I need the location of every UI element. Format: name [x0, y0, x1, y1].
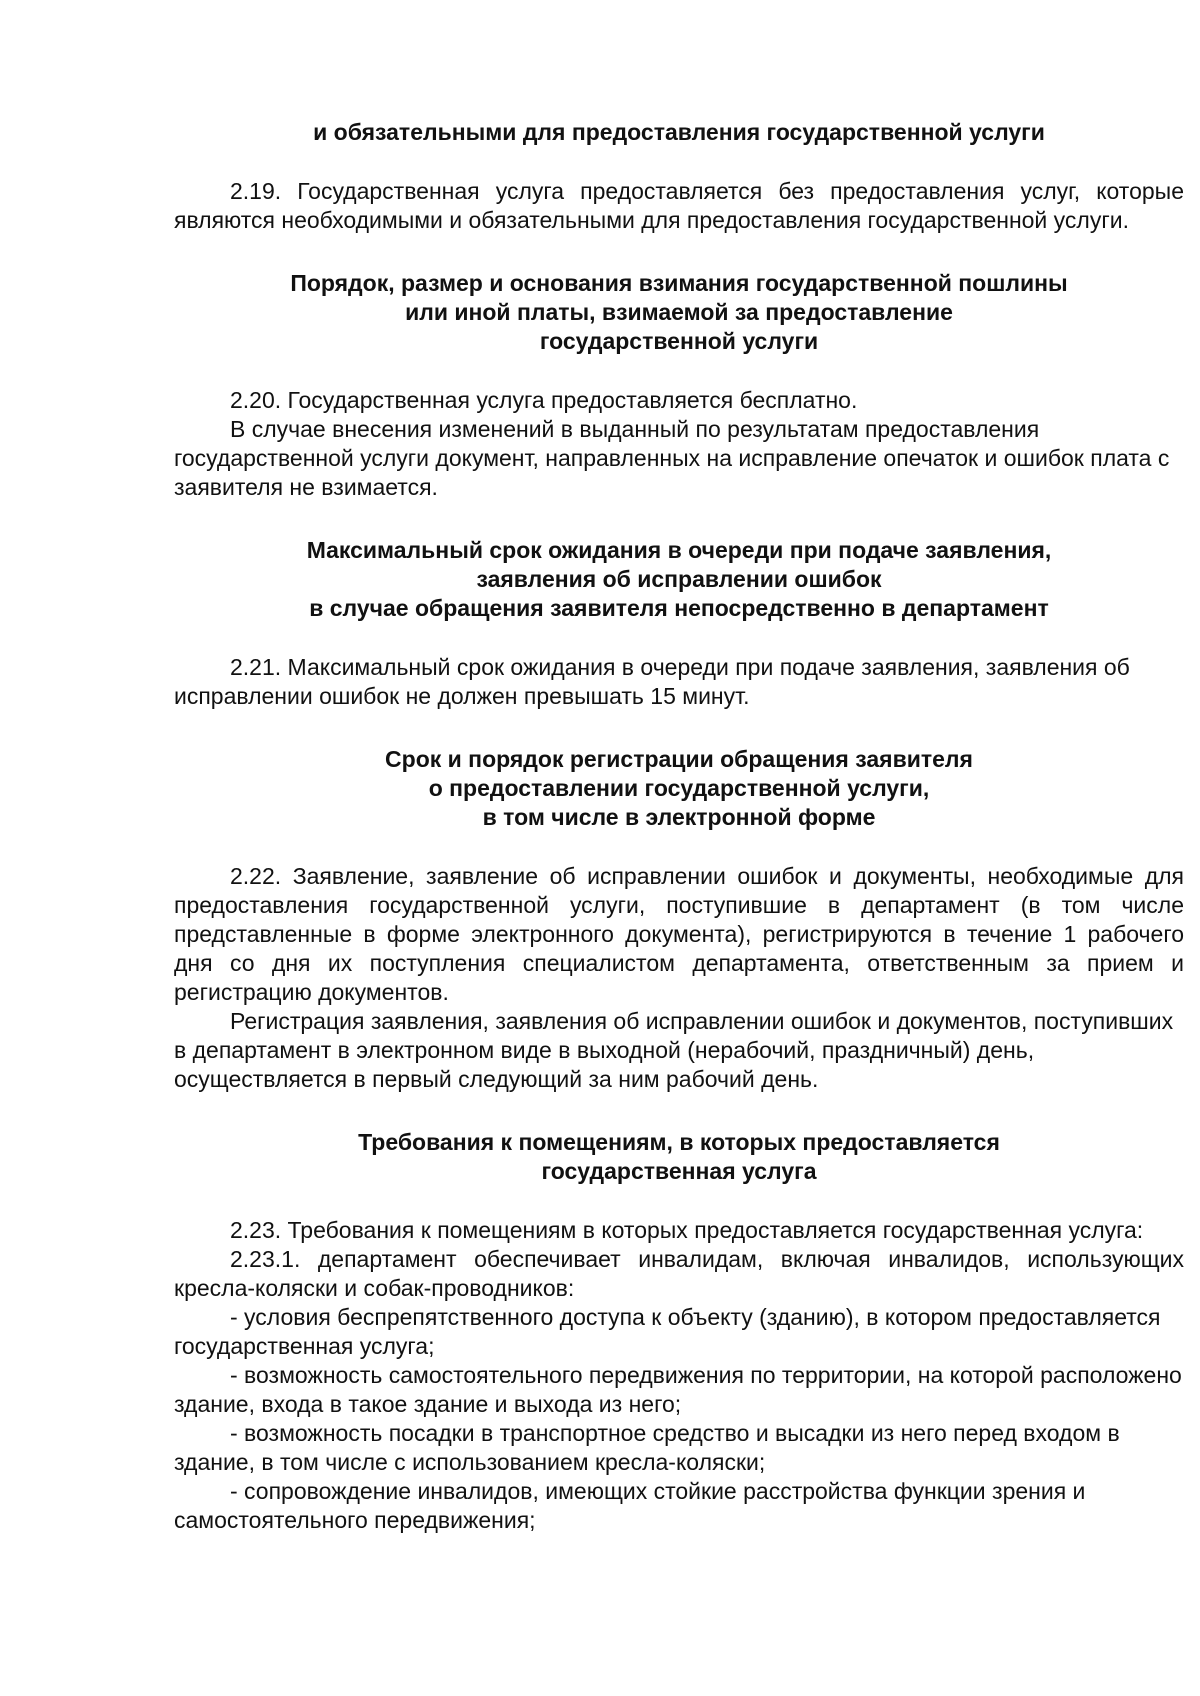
heading-line: и обязательными для предоставления государственной услуги: [313, 119, 1045, 145]
heading-line: заявления об исправлении ошибок: [476, 566, 882, 592]
heading-line: Максимальный срок ожидания в очереди при подаче заявления,: [306, 537, 1052, 563]
paragraph: Регистрация заявления, заявления об исправлении ошибок и документов, поступивших в департамент в электронном виде в выходной (нерабочий, праздничный) день, осуществляется в первый следующий за ним рабочий день.: [174, 1008, 1174, 1092]
paragraph-2-22: 2.22. Заявление, заявление об исправлении ошибок и документы, необходимые для предоставления государственной услуги, поступившие в департамент (в том числе представленные в форме электронного документа), регистрируются в течение 1 рабочего дня со дня их поступления специалистом департамента, ответственным за прием и регистрацию документов.: [174, 863, 1184, 1005]
heading-line: или иной платы, взимаемой за предоставление: [405, 299, 953, 325]
heading-line: в случае обращения заявителя непосредственно в департамент: [309, 595, 1049, 621]
section-heading: [174, 269, 1184, 356]
paragraph: В случае внесения изменений в выданный по результатам предоставления государственной услуги документ, направленных на исправление опечаток и ошибок плата с заявителя не взимается.: [174, 416, 1170, 500]
paragraph-2-23: 2.23. Требования к помещениям в которых предоставляется государственная услуга:: [230, 1217, 1144, 1243]
heading-line: Требования к помещениям, в которых предоставляется: [358, 1129, 1000, 1155]
heading-line: государственной услуги: [539, 328, 819, 354]
section-heading: [174, 745, 1184, 832]
section-heading: [174, 1128, 1184, 1186]
list-item: - сопровождение инвалидов, имеющих стойкие расстройства функции зрения и самостоятельного передвижения;: [174, 1478, 1086, 1533]
heading-line: в том числе в электронной форме: [482, 804, 876, 830]
list-item: - условия беспрепятственного доступа к объекту (зданию), в котором предоставляется государственная услуга;: [174, 1304, 1161, 1359]
paragraph-2-23-1: 2.23.1. департамент обеспечивает инвалидам, включая инвалидов, использующих кресла-коляски и собак-проводников:: [174, 1246, 1184, 1301]
paragraph-2-19: 2.19. Государственная услуга предоставляется без предоставления услуг, которые являются необходимыми и обязательными для предоставления государственной услуги.: [174, 178, 1184, 233]
list-item: - возможность самостоятельного передвижения по территории, на которой расположено здание, входа в такое здание и выхода из него;: [174, 1362, 1182, 1417]
section-heading: [174, 536, 1184, 623]
paragraph-2-21: 2.21. Максимальный срок ожидания в очереди при подаче заявления, заявления об исправлении ошибок не должен превышать 15 минут.: [174, 654, 1130, 709]
section-heading: [174, 118, 1184, 147]
heading-line: Срок и порядок регистрации обращения заявителя: [385, 746, 973, 772]
paragraph-2-20: 2.20. Государственная услуга предоставляется бесплатно.: [230, 387, 858, 413]
list-item: - возможность посадки в транспортное средство и высадки из него перед входом в здание, в том числе с использованием кресла-коляски;: [174, 1420, 1120, 1475]
heading-line: о предоставлении государственной услуги,: [428, 775, 930, 801]
heading-line: государственная услуга: [541, 1158, 817, 1184]
heading-line: Порядок, размер и основания взимания государственной пошлины: [290, 270, 1068, 296]
document-body: [174, 118, 1184, 1535]
